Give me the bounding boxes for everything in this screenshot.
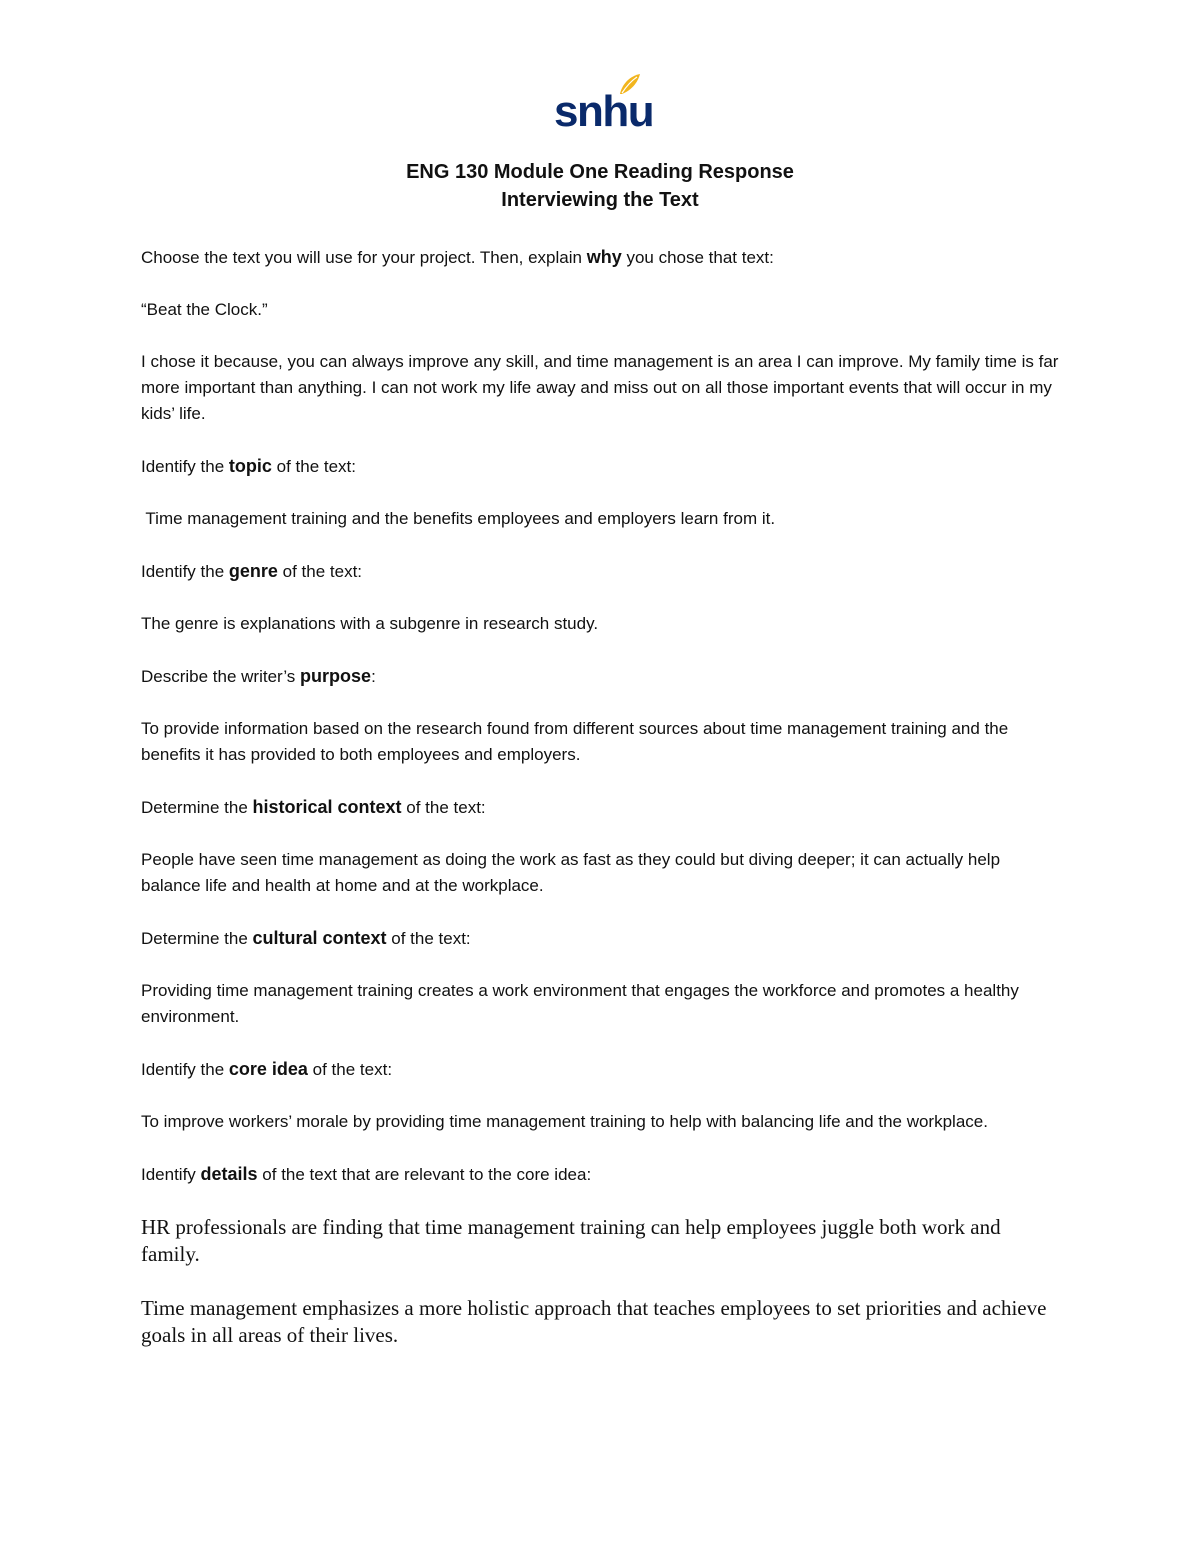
answer-core-idea: To improve workers’ morale by providing time management training to help with balancing life and the workplace. bbox=[141, 1112, 988, 1131]
answer-historical-context: People have seen time management as doing the work as fast as they could but diving deeper; it can actually help balance life and health at home and at the workplace. bbox=[141, 850, 1001, 895]
prompt-details: Identify details of the text that are relevant to the core idea: bbox=[141, 1164, 592, 1184]
answer-choose-reason: I chose it because, you can always improve any skill, and time management is an area I can improve. My family time is far more important than anything. I can not work my life away and miss out on all those important events that will occur in my kids’ life. bbox=[141, 352, 1059, 423]
prompt-genre: Identify the genre of the text: bbox=[141, 561, 363, 581]
prompt-cultural-context: Determine the cultural context of the text: bbox=[141, 928, 471, 948]
prompt-topic: Identify the topic of the text: bbox=[141, 456, 356, 476]
document-body bbox=[141, 244, 1061, 1349]
answer-details-1: HR professionals are finding that time management training can help employees juggle both work and family. bbox=[141, 1215, 1001, 1266]
answer-purpose: To provide information based on the research found from different sources about time management training and the benefits it has provided to both employees and employers. bbox=[141, 719, 1009, 764]
prompt-choose: Choose the text you will use for your project. Then, explain why you chose that text: bbox=[141, 247, 774, 267]
prompt-historical-context: Determine the historical context of the text: bbox=[141, 797, 486, 817]
title-line-1: ENG 130 Module One Reading Response bbox=[406, 161, 794, 183]
answer-genre: The genre is explanations with a subgenre in research study. bbox=[141, 614, 599, 633]
logo-wordmark: snhu bbox=[554, 87, 654, 136]
title-line-2: Interviewing the Text bbox=[501, 189, 699, 211]
answer-choose-title: “Beat the Clock.” bbox=[141, 300, 268, 319]
answer-topic: Time management training and the benefits employees and employers learn from it. bbox=[141, 509, 776, 528]
prompt-core-idea: Identify the core idea of the text: bbox=[141, 1059, 393, 1079]
prompt-purpose: Describe the writer’s purpose: bbox=[141, 666, 376, 686]
answer-cultural-context: Providing time management training creates a work environment that engages the workforce and promotes a healthy environment. bbox=[141, 981, 1019, 1026]
document-title bbox=[0, 158, 1200, 214]
snhu-logo bbox=[552, 72, 654, 136]
answer-details-2: Time management emphasizes a more holistic approach that teaches employees to set priorities and achieve goals in all areas of their lives. bbox=[141, 1296, 1047, 1347]
